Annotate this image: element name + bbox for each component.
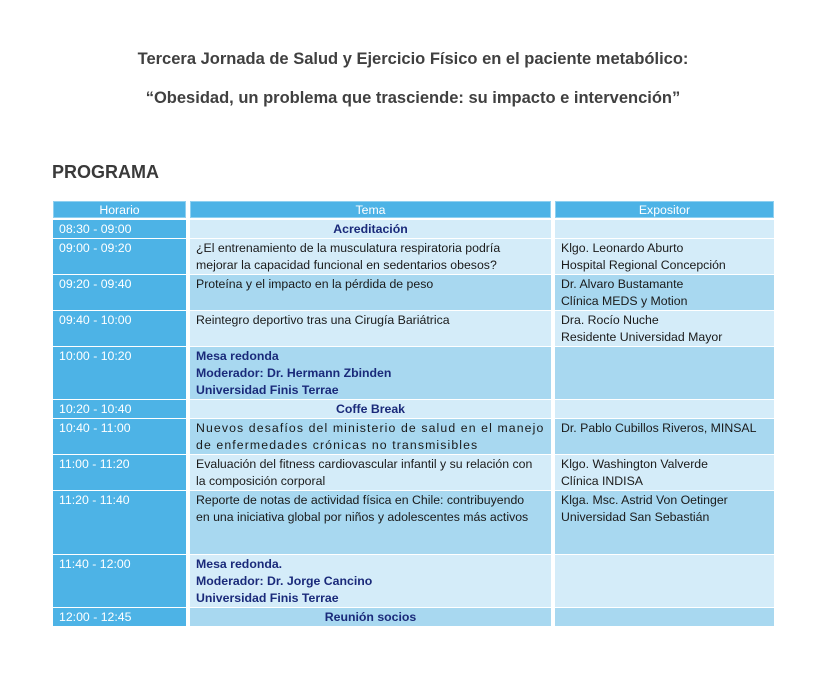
expositor-cell: [553, 608, 776, 627]
expositor-name: Klgo. Leonardo Aburto: [561, 241, 684, 255]
tema-line: Nuevos desafíos del ministerio de salud en el manejo: [196, 421, 545, 435]
expositor-affiliation: Clínica MEDS y Motion: [561, 294, 688, 308]
tema-line: Reintegro deportivo tras una Cirugía Bariátrica: [196, 313, 450, 327]
tema-cell: [188, 347, 553, 400]
table-row: [51, 400, 776, 419]
table-row: [51, 419, 776, 455]
expositor-cell: [553, 347, 776, 400]
expositor-name: Dra. Rocío Nuche: [561, 313, 659, 327]
expositor-cell: [553, 555, 776, 608]
tema-line: Mesa redonda.: [196, 557, 283, 571]
title-line-2: “Obesidad, un problema que trasciende: su impacto e intervención”: [145, 89, 681, 107]
tema-line: en una iniciativa global por niños y adolescentes más activos: [196, 510, 529, 524]
expositor-name: Klga. Msc. Astrid Von Oetinger: [561, 493, 728, 507]
tema-line: la composición corporal: [196, 474, 326, 488]
time-cell: 10:00 - 10:20: [51, 347, 188, 400]
expositor-affiliation: Residente Universidad Mayor: [561, 330, 723, 344]
tema-line: Reporte de notas de actividad física en Chile: contribuyendo: [196, 493, 525, 507]
expositor-cell: [553, 311, 776, 347]
tema-line: Moderador: Dr. Hermann Zbinden: [196, 366, 392, 380]
table-row: [51, 347, 776, 400]
time-cell: 12:00 - 12:45: [51, 608, 188, 627]
time-cell: 09:00 - 09:20: [51, 239, 188, 275]
table-row: [51, 555, 776, 608]
expositor-affiliation: Hospital Regional Concepción: [561, 258, 726, 272]
table-row: [51, 491, 776, 555]
program-table: [51, 201, 776, 627]
table-header-row: [51, 201, 776, 220]
tema-cell: [188, 275, 553, 311]
table-row: [51, 239, 776, 275]
expositor-cell: [553, 491, 776, 555]
time-cell: 11:00 - 11:20: [51, 455, 188, 491]
expositor-name: Klgo. Washington Valverde: [561, 457, 708, 471]
section-heading: PROGRAMA: [52, 162, 159, 182]
expositor-affiliation: Clínica INDISA: [561, 474, 644, 488]
expositor-cell: [553, 419, 776, 455]
header-tema: Tema: [188, 201, 553, 220]
tema-line: mejorar la capacidad funcional en sedentarios obesos?: [196, 258, 497, 272]
header-horario: Horario: [51, 201, 188, 220]
time-cell: 09:40 - 10:00: [51, 311, 188, 347]
header-expositor: Expositor: [553, 201, 776, 220]
time-cell: 11:20 - 11:40: [51, 491, 188, 555]
tema-line: Proteína y el impacto en la pérdida de peso: [196, 277, 434, 291]
expositor-affiliation: Universidad San Sebastián: [561, 510, 710, 524]
expositor-name: Dr. Alvaro Bustamante: [561, 277, 684, 291]
time-cell: 10:20 - 10:40: [51, 400, 188, 419]
tema-line: Universidad Finis Terrae: [196, 591, 339, 605]
tema-cell: [188, 555, 553, 608]
expositor-cell: [553, 239, 776, 275]
tema-line: Mesa redonda: [196, 349, 279, 363]
tema-cell: [188, 455, 553, 491]
table-row: [51, 311, 776, 347]
expositor-cell: [553, 220, 776, 239]
tema-cell: Reunión socios: [188, 608, 553, 627]
tema-line: ¿El entrenamiento de la musculatura respiratoria podría: [196, 241, 501, 255]
table-row: [51, 220, 776, 239]
table-row: [51, 455, 776, 491]
tema-line: Universidad Finis Terrae: [196, 383, 339, 397]
title-line-1: Tercera Jornada de Salud y Ejercicio Físico en el paciente metabólico:: [137, 50, 689, 68]
expositor-cell: [553, 455, 776, 491]
time-cell: 11:40 - 12:00: [51, 555, 188, 608]
table-row: [51, 275, 776, 311]
tema-line: de enfermedades crónicas no transmisibles: [196, 438, 479, 452]
tema-line: Evaluación del fitness cardiovascular infantil y su relación con: [196, 457, 533, 471]
table-row: [51, 608, 776, 627]
tema-cell: [188, 311, 553, 347]
expositor-cell: [553, 275, 776, 311]
tema-cell: Acreditación: [188, 220, 553, 239]
time-cell: 08:30 - 09:00: [51, 220, 188, 239]
tema-cell: [188, 491, 553, 555]
tema-cell: [188, 419, 553, 455]
expositor-name: Dr. Pablo Cubillos Riveros, MINSAL: [561, 421, 757, 435]
time-cell: 10:40 - 11:00: [51, 419, 188, 455]
expositor-cell: [553, 400, 776, 419]
tema-cell: [188, 239, 553, 275]
tema-line: Moderador: Dr. Jorge Cancino: [196, 574, 373, 588]
tema-cell: Coffe Break: [188, 400, 553, 419]
time-cell: 09:20 - 09:40: [51, 275, 188, 311]
